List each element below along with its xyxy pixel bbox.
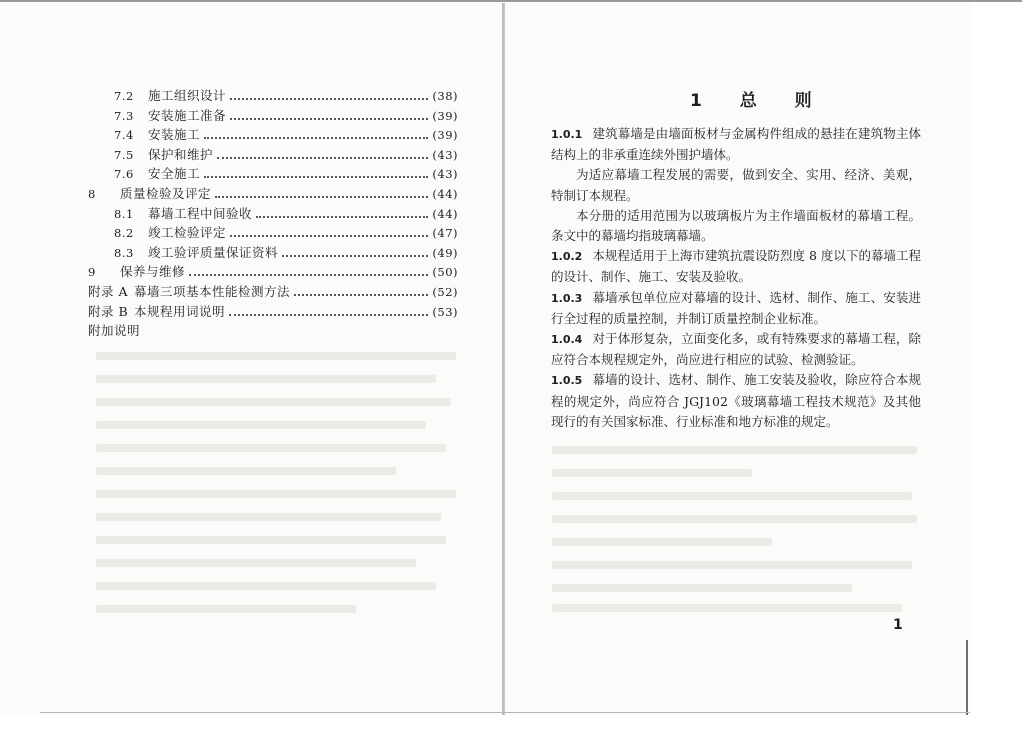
toc-entry (88, 302, 458, 322)
toc-leader (282, 255, 428, 257)
toc-entry (88, 223, 458, 243)
toc-title: 附加说明 (88, 323, 141, 339)
clause-paragraph (551, 329, 921, 370)
toc-number: 7.2 (114, 89, 134, 103)
toc-entry (88, 321, 458, 341)
toc-page: (39) (432, 108, 458, 123)
book-spine (502, 3, 504, 715)
clause-paragraph (551, 288, 921, 329)
toc-leader (215, 196, 428, 198)
page-edge (966, 640, 968, 715)
toc-title: 本规程用词说明 (134, 303, 226, 319)
body-paragraph: 本分册的适用范围为以玻璃板片为主作墙面板材的幕墙工程。条文中的幕墙均指玻璃幕墙。 (551, 207, 921, 244)
toc-page: (44) (432, 186, 458, 201)
toc-title: 施工组织设计 (148, 88, 227, 103)
toc-page: (39) (432, 128, 458, 143)
toc-entry (88, 282, 458, 302)
toc-page: (53) (432, 304, 458, 319)
toc-title: 竣工检验评定 (148, 225, 227, 241)
toc-entry (88, 125, 458, 145)
toc-entry (88, 145, 458, 165)
toc-entry (88, 164, 458, 184)
toc-title: 保养与维修 (120, 264, 186, 280)
toc-leader (229, 314, 428, 316)
toc-page: (44) (432, 206, 458, 221)
toc-number: 7.3 (114, 108, 134, 123)
toc-entry (88, 184, 458, 204)
clause-number: 1.0.4 (551, 333, 583, 347)
toc-title: 保护和维护 (148, 146, 214, 162)
toc-page: (43) (432, 147, 458, 162)
clause-text: 幕墙的设计、选材、制作、施工安装及验收，除应符合本规程的规定外，尚应符合 JGJ102《玻璃幕墙工程技术规范》及其他现行的有关国家标准、行业标准和地方标准的规定。 (551, 372, 921, 429)
table-of-contents (88, 86, 458, 341)
toc-title: 幕墙工程中间验收 (148, 205, 253, 221)
toc-number: 7.6 (114, 167, 134, 182)
toc-number: 附录 A (88, 283, 129, 299)
toc-page: (47) (432, 226, 458, 241)
clause-number: 1.0.1 (551, 128, 583, 141)
clause-paragraph (551, 246, 921, 287)
toc-leader (204, 137, 428, 139)
toc-page: (38) (432, 89, 458, 103)
toc-page: (50) (432, 265, 458, 280)
toc-number: 8.1 (114, 206, 134, 221)
toc-title: 安装施工 (148, 127, 201, 143)
toc-leader (217, 157, 428, 159)
toc-number: 附录 B (88, 303, 129, 319)
toc-number: 7.4 (114, 128, 134, 143)
clause-number: 1.0.2 (551, 250, 583, 264)
toc-leader (189, 274, 428, 276)
clause-text: 幕墙承包单位应对幕墙的设计、选材、制作、施工、安装进行全过程的质量控制，并制订质量控制企业标准。 (551, 289, 921, 326)
clause-text: 本规程适用于上海市建筑抗震设防烈度 8 度以下的幕墙工程的设计、制作、施工、安装及验收。 (551, 248, 921, 285)
toc-title: 安全施工 (148, 166, 201, 182)
toc-page: (52) (432, 284, 458, 299)
toc-title: 竣工验评质量保证资料 (148, 244, 279, 260)
toc-entry (88, 86, 458, 106)
toc-number: 8 (88, 186, 96, 201)
page-bottom-edge (40, 712, 970, 713)
toc-leader (256, 216, 428, 218)
chapter-body (551, 124, 921, 432)
scan-top-edge (0, 0, 1022, 2)
chapter-title: 1 总 则 (690, 91, 828, 111)
clause-number: 1.0.5 (551, 374, 583, 388)
body-paragraph: 为适应幕墙工程发展的需要，做到安全、实用、经济、美观，特制订本规程。 (551, 167, 921, 203)
toc-leader (230, 235, 428, 237)
clause-text: 对于体形复杂，立面变化多，或有特殊要求的幕墙工程，除应符合本规程规定外，尚应进行相应的试验、检测验证。 (551, 331, 921, 368)
toc-title: 幕墙三项基本性能检测方法 (134, 283, 291, 299)
toc-number: 8.2 (114, 226, 134, 241)
toc-title: 安装施工准备 (148, 107, 227, 123)
clause-paragraph (551, 370, 921, 432)
toc-page: (43) (432, 167, 458, 182)
toc-number: 7.5 (114, 147, 134, 162)
toc-leader (230, 118, 428, 120)
toc-leader (204, 176, 428, 178)
toc-entry (88, 262, 458, 282)
toc-entry (88, 106, 458, 126)
toc-leader (230, 98, 428, 100)
toc-number: 8.3 (114, 245, 134, 260)
toc-leader (294, 294, 428, 296)
page-number: 1 (893, 617, 903, 633)
clause-text: 建筑幕墙是由墙面板材与金属构件组成的悬挂在建筑物主体结构上的非承重连续外围护墙体。 (551, 126, 921, 163)
toc-number: 9 (88, 265, 96, 280)
toc-page: (49) (432, 245, 458, 260)
clause-paragraph (551, 124, 921, 165)
toc-entry (88, 204, 458, 224)
clause-number: 1.0.3 (551, 291, 583, 305)
toc-entry (88, 243, 458, 263)
toc-title: 质量检验及评定 (120, 185, 212, 201)
